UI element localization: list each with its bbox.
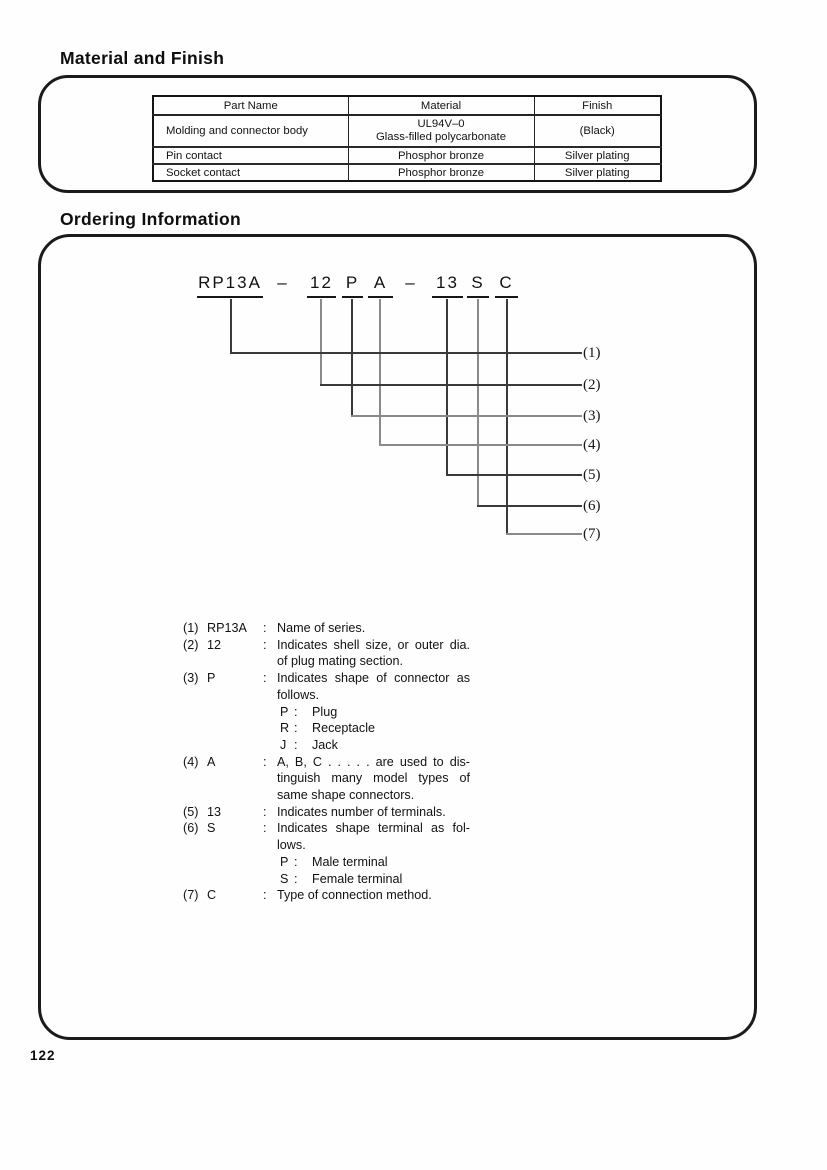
legend-code: C — [207, 888, 217, 903]
legend-sub-item — [277, 704, 470, 721]
callout-line-6-vertical — [477, 299, 479, 507]
legend-line: Indicates shell size, or outer dia. — [277, 637, 470, 652]
sub-value: Plug — [312, 704, 338, 719]
col-header-material: Material — [348, 96, 534, 115]
callout-label-2: (2) — [583, 377, 601, 393]
callout-line-7-vertical — [506, 299, 508, 535]
legend-colon: : — [263, 754, 267, 769]
legend-line: Indicates number of terminals. — [277, 804, 446, 819]
legend-entry-5 — [183, 804, 470, 821]
legend-number: (2) — [183, 637, 199, 652]
sub-key: P — [280, 704, 289, 719]
cell-finish: Silver plating — [534, 164, 661, 181]
legend-number: (5) — [183, 804, 199, 819]
legend-number: (6) — [183, 821, 199, 836]
callout-label-6: (6) — [583, 498, 601, 514]
callout-line-3-horizontal — [351, 415, 582, 417]
part-number-segment-series: RP13A — [197, 272, 263, 298]
callout-line-2-horizontal — [320, 384, 582, 386]
legend-colon: : — [263, 821, 267, 836]
callout-line-4-horizontal — [379, 444, 582, 446]
sub-key: J — [280, 737, 287, 752]
part-number-segment-shell-size: 12 — [307, 272, 336, 298]
legend-colon: : — [263, 621, 267, 635]
legend-code: P — [207, 671, 216, 686]
callout-line-2-vertical — [320, 299, 322, 386]
legend-line: lows. — [277, 838, 306, 853]
callout-label-5: (5) — [583, 467, 601, 483]
callout-line-3-vertical — [351, 299, 353, 417]
part-number-segment-terminal-shape: S — [467, 272, 489, 298]
material-section-title: Material and Finish — [60, 48, 225, 68]
legend-text — [277, 670, 470, 754]
cell-part-name: Molding and connector body — [153, 115, 348, 147]
legend-text — [277, 820, 470, 887]
callout-line-6-horizontal — [477, 505, 582, 507]
callout-label-4: (4) — [583, 437, 601, 453]
legend-line: A, B, C . . . . . are used to dis- — [277, 754, 470, 769]
legend-colon: : — [263, 637, 267, 652]
cell-material — [348, 115, 534, 147]
legend-number: (3) — [183, 671, 199, 686]
part-number-segment-shape: P — [342, 272, 363, 298]
col-header-finish: Finish — [534, 96, 661, 115]
legend-text — [277, 804, 470, 821]
legend-line: Type of connection method. — [277, 888, 432, 903]
legend-entry-4 — [183, 754, 470, 804]
legend-code: A — [207, 754, 216, 769]
material-table — [152, 95, 662, 182]
legend-line: Indicates shape terminal as fol- — [277, 821, 470, 836]
legend-sub-item — [277, 854, 470, 871]
ordering-legend — [183, 620, 470, 904]
callout-line-4-vertical — [379, 299, 381, 446]
legend-code: RP13A — [207, 621, 247, 635]
legend-text — [277, 637, 470, 670]
legend-line: Name of series. — [277, 621, 366, 635]
legend-code: 13 — [207, 804, 222, 819]
legend-text — [277, 754, 470, 804]
sub-colon: : — [294, 704, 298, 719]
ordering-section-title: Ordering Information — [60, 209, 241, 229]
legend-sub-item — [277, 720, 470, 737]
part-number-separator: – — [405, 273, 417, 292]
legend-line: Indicates shape of connector as — [277, 671, 470, 686]
cell-material: Phosphor bronze — [348, 147, 534, 164]
sub-colon: : — [294, 721, 298, 736]
table-header-row — [153, 96, 661, 115]
callout-line-5-vertical — [446, 299, 448, 476]
legend-code: S — [207, 821, 216, 836]
table-row — [153, 164, 661, 181]
material-line: Glass-filled polycarbonate — [376, 131, 506, 143]
callout-line-5-horizontal — [446, 474, 582, 476]
legend-colon: : — [263, 804, 267, 819]
sub-value: Male terminal — [312, 854, 388, 869]
sub-colon: : — [294, 737, 298, 752]
cell-part-name: Pin contact — [153, 147, 348, 164]
callout-label-1: (1) — [583, 345, 601, 361]
callout-label-3: (3) — [583, 408, 601, 424]
sub-value: Jack — [312, 737, 338, 752]
sub-key: S — [280, 871, 289, 886]
legend-line: of plug mating section. — [277, 654, 404, 669]
sub-value: Receptacle — [312, 721, 376, 736]
callout-line-1-vertical — [230, 299, 232, 354]
cell-material: Phosphor bronze — [348, 164, 534, 181]
part-number-separator: – — [277, 273, 289, 292]
material-line: UL94V–0 — [417, 118, 465, 130]
legend-colon: : — [263, 671, 267, 686]
legend-sub-item — [277, 737, 470, 754]
part-number-segment-connection: C — [495, 272, 518, 298]
legend-sub-item — [277, 871, 470, 888]
callout-line-7-horizontal — [506, 533, 582, 535]
legend-number: (1) — [183, 621, 199, 635]
part-number-segment-model: A — [368, 272, 393, 298]
legend-entry-2 — [183, 637, 470, 670]
table-row — [153, 147, 661, 164]
page-number: 122 — [30, 1048, 56, 1063]
cell-finish: (Black) — [534, 115, 661, 147]
legend-text — [277, 620, 470, 637]
legend-number: (7) — [183, 888, 199, 903]
legend-line: follows. — [277, 687, 319, 702]
callout-line-1-horizontal — [230, 352, 582, 354]
callout-label-7: (7) — [583, 526, 601, 542]
legend-entry-6 — [183, 820, 470, 887]
sub-value: Female terminal — [312, 871, 403, 886]
legend-text — [277, 887, 470, 904]
legend-code: 12 — [207, 637, 222, 652]
legend-line: same shape connectors. — [277, 788, 415, 803]
sub-colon: : — [294, 871, 298, 886]
legend-line: tinguish many model types of — [277, 771, 470, 786]
sub-key: P — [280, 854, 289, 869]
cell-finish: Silver plating — [534, 147, 661, 164]
cell-part-name: Socket contact — [153, 164, 348, 181]
sub-key: R — [280, 721, 290, 736]
table-row — [153, 115, 661, 147]
part-number-segment-terminals: 13 — [432, 272, 463, 298]
legend-entry-7 — [183, 887, 470, 904]
legend-entry-1 — [183, 620, 470, 637]
legend-colon: : — [263, 888, 267, 903]
col-header-part-name: Part Name — [153, 96, 348, 115]
sub-colon: : — [294, 854, 298, 869]
legend-entry-3 — [183, 670, 470, 754]
legend-number: (4) — [183, 754, 199, 769]
